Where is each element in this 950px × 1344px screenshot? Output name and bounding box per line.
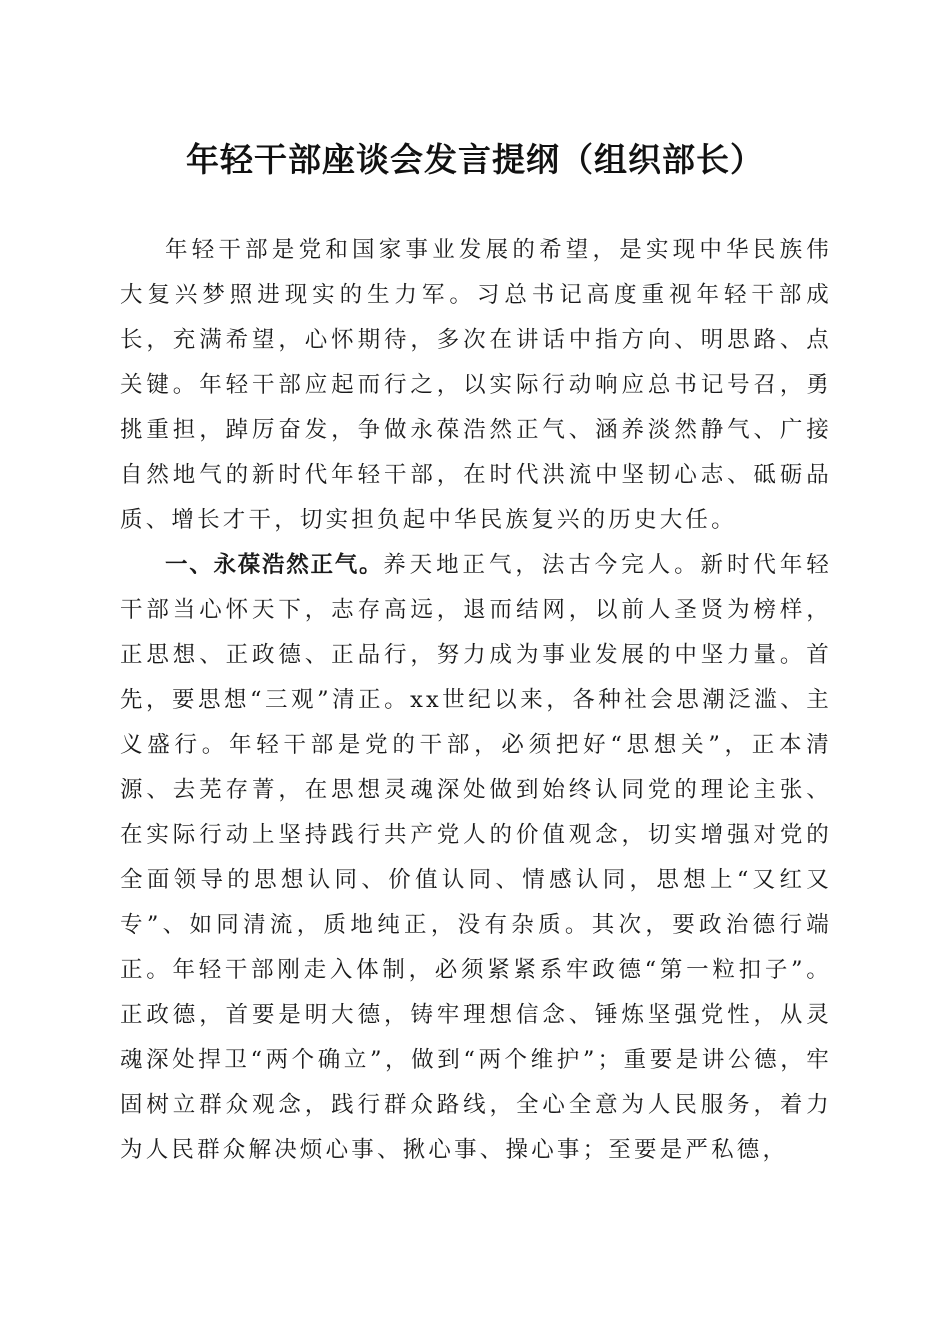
section-1-text: 养天地正气，法古今完人。新时代年轻干部当心怀天下，志存高远，退而结网，以前人圣贤为榜样，正思想、正政德、正品行，努力成为事业发展的中坚力量。首先，要思想“三观”清正。xx世纪以来，各种社会思潮泛滥、主义盛行。年轻干部是党的干部，必须把好“思想关”，正本清源、去芜存菁，在思想灵魂深处做到始终认同党的理论主张、在实际行动上坚持践行共产党人的价值观念，切实增强对党的全面领导的思想认同、价值认同、情感认同，思想上“又红又专”、如同清流，质地纯正，没有杂质。其次，要政治德行端正。年轻干部刚走入体制，必须紧紧系牢政德“第一粒扣子”。正政德，首要是明大德，铸牢理想信念、锤炼坚强党性，从灵魂深处捍卫“两个确立”，做到“两个维护”；重要是讲公德，牢固树立群众观念，践行群众路线，全心全意为人民服务，着力为人民群众解决烦心事、揪心事、操心事；至要是严私德， [120, 552, 832, 1163]
section-1-heading: 一、永葆浩然正气。 [165, 552, 384, 578]
document-title: 年轻干部座谈会发言提纲（组织部长） [186, 140, 764, 179]
document-body [120, 228, 832, 1173]
section-1-paragraph [120, 543, 832, 1173]
intro-paragraph: 年轻干部是党和国家事业发展的希望，是实现中华民族伟大复兴梦照进现实的生力军。习总书记高度重视年轻干部成长，充满希望，心怀期待，多次在讲话中指方向、明思路、点关键。年轻干部应起而行之，以实际行动响应总书记号召，勇挑重担，踔厉奋发，争做永葆浩然正气、涵养淡然静气、广接自然地气的新时代年轻干部，在时代洪流中坚韧心志、砥砺品质、增长才干，切实担负起中华民族复兴的历史大任。 [120, 237, 832, 533]
